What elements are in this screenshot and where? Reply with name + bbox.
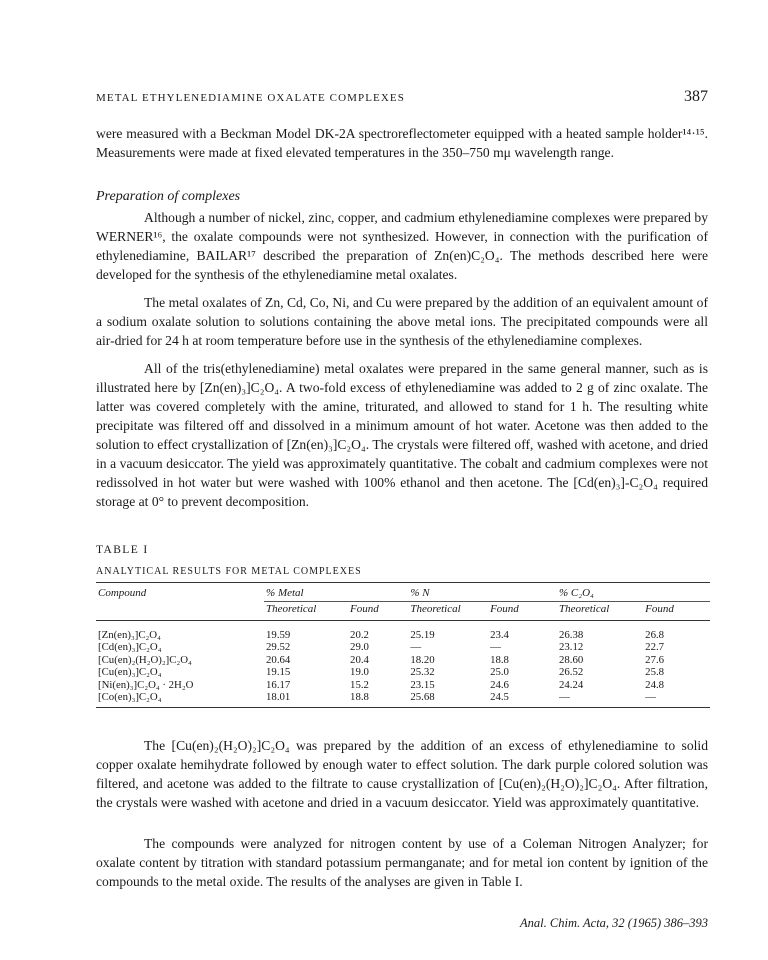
header-blank [96,602,264,621]
header-metal-found: Found [348,602,408,621]
metal-found-cell: 20.4 [350,653,369,666]
n-theoretical-cell: 25.19 [410,629,435,641]
journal-citation: Anal. Chim. Acta, 32 (1965) 386–393 [520,916,708,930]
oxalate-theoretical-cell: 28.60 [559,653,584,666]
metal-theoretical-cell: 18.01 [264,691,348,708]
oxalate-found-cell: 27.6 [645,653,665,666]
oxalate-found-cell: 22.7 [645,641,665,654]
compound-cell: [Cu(en)₃]C₂O₄ [98,666,162,679]
header-compound: Compound [96,583,264,602]
running-head: METAL ETHYLENEDIAMINE OXALATE COMPLEXES [96,92,405,104]
paragraph-background: Although a number of nickel, zinc, copper, and cadmium ethylenediamine complexes were prepared by WERNER¹⁶, the oxalate compounds were not synthesized. However, in connection with the purification of ethylenediamine, BAILAR¹⁷ described the preparation of Zn(en)C₂O₄. The methods described here were developed for the synthesis of the ethylenediamine metal oxalates. [96,210,708,282]
n-theoretical-cell: 18.20 [410,653,435,666]
paragraph-measurements: were measured with a Beckman Model DK-2A spectroreflectometer equipped with a heated sample holder¹⁴·¹⁵. Measurements were made at fixed elevated temperatures in the 350–750 mμ wavelength range. [96,126,708,160]
section-heading: Preparation of complexes [96,189,241,204]
metal-found-cell: 29.0 [350,641,369,654]
table-group-header-row [96,583,710,602]
metal-theoretical-cell: 29.52 [266,641,291,654]
metal-theoretical-cell: 19.59 [266,629,291,641]
header-nitrogen: % N [408,583,557,602]
n-theoretical-cell: — [410,641,422,654]
header-n-found: Found [488,602,557,621]
oxalate-found-cell: 26.8 [645,629,665,641]
n-theoretical-cell: 25.32 [410,666,435,679]
metal-found-cell: 15.2 [350,678,369,691]
n-found-cell: 25.0 [490,666,509,679]
table-row [96,679,710,691]
compound-cell: [Cu(en)₂(H₂O)₂]C₂O₄ [98,653,192,666]
header-metal-theoretical: Theoretical [264,602,348,621]
metal-found-cell: 18.8 [348,691,408,708]
n-theoretical-cell: 23.15 [410,678,435,691]
header-oxalate-theoretical: Theoretical [557,602,643,621]
table-row [96,666,710,678]
compound-cell: [Zn(en)₃]C₂O₄ [98,629,161,641]
oxalate-theoretical-cell: 26.38 [559,629,584,641]
table-row [96,641,710,653]
metal-theoretical-cell: 16.17 [266,678,291,691]
oxalate-theoretical-cell: 23.12 [559,641,584,654]
metal-theoretical-cell: 19.15 [266,666,291,679]
n-found-cell: 24.6 [490,678,509,691]
paragraph-copper-complex: The [Cu(en)₂(H₂O)₂]C₂O₄ was prepared by the addition of an excess of ethylenediamine to solid copper oxalate hemihydrate followed by enough water to effect solution. The dark purple colored solution was filtered, and acetone was added to the filtrate to cause crystallization of [Cu(en)₂(H₂O)₂]C₂O₄. After filtration, the crystals were washed with acetone and dried in a vacuum desiccator. Yield was approximately quantitative. [96,738,708,810]
table-caption: ANALYTICAL RESULTS FOR METAL COMPLEXES [96,566,362,577]
n-found-cell: — [490,641,501,654]
analytical-results-table [96,582,710,708]
n-found-cell: 24.5 [488,691,557,708]
oxalate-found-cell: — [643,691,710,708]
oxalate-found-cell: 24.8 [645,678,665,691]
compound-cell: [Co(en)₃]C₂O₄ [96,691,264,708]
oxalate-theoretical-cell: — [557,691,643,708]
metal-found-cell: 19.0 [350,666,369,679]
paragraph-metal-oxalates: The metal oxalates of Zn, Cd, Co, Ni, and Cu were prepared by the addition of an equivalent amount of a sodium oxalate solution to solutions containing the above metal ions. The precipitated compounds were all air-dried for 24 h at room temperature before use in the synthesis of the ethylenediamine complexes. [96,295,708,348]
header-oxalate: % C₂O₄ [557,583,710,602]
table-row [96,621,710,642]
paragraph-analysis: The compounds were analyzed for nitrogen content by use of a Coleman Nitrogen Analyzer; for oxalate content by titration with standard potassium permanganate; and for metal ion content by ignition of the compounds to the metal oxide. The results of the analyses are given in Table I. [96,836,708,889]
compound-cell: [Ni(en)₃]C₂O₄ · 2H₂O [98,678,194,691]
metal-theoretical-cell: 20.64 [266,653,291,666]
paragraph-tris-complexes: All of the tris(ethylenediamine) metal oxalates were prepared in the same general manner, such as is illustrated here by [Zn(en)₃]C₂O₄. A two-fold excess of ethylenediamine was added to 2 g of zinc oxalate. The latter was covered completely with the amine, triturated, and allowed to stand for 1 h. The resulting white precipitate was filtered off and dissolved in a minimum amount of hot water. Acetone was then added to the solution to effect crystallization of [Zn(en)₃]C₂O₄. The crystals were filtered off, washed with acetone, and dried in a vacuum desiccator. The yield was approximately quantitative. The cobalt and cadmium complexes were not redissolved in hot water but were washed with 100% ethanol and then acetone. The [Cd(en)₃]-C₂O₄ required storage at 0° to prevent decomposition. [96,361,708,509]
oxalate-found-cell: 25.8 [645,666,665,679]
header-oxalate-found: Found [643,602,710,621]
table-subheader-row [96,602,710,621]
table-row [96,691,710,708]
oxalate-theoretical-cell: 26.52 [559,666,584,679]
table-label: TABLE I [96,544,149,556]
table-row [96,654,710,666]
n-found-cell: 23.4 [490,629,509,641]
oxalate-theoretical-cell: 24.24 [559,678,584,691]
n-found-cell: 18.8 [490,653,509,666]
header-n-theoretical: Theoretical [408,602,488,621]
n-theoretical-cell: 25.68 [408,691,488,708]
page-number: 387 [684,88,708,105]
compound-cell: [Cd(en)₃]C₂O₄ [98,641,162,654]
metal-found-cell: 20.2 [350,629,369,641]
header-metal: % Metal [264,583,408,602]
